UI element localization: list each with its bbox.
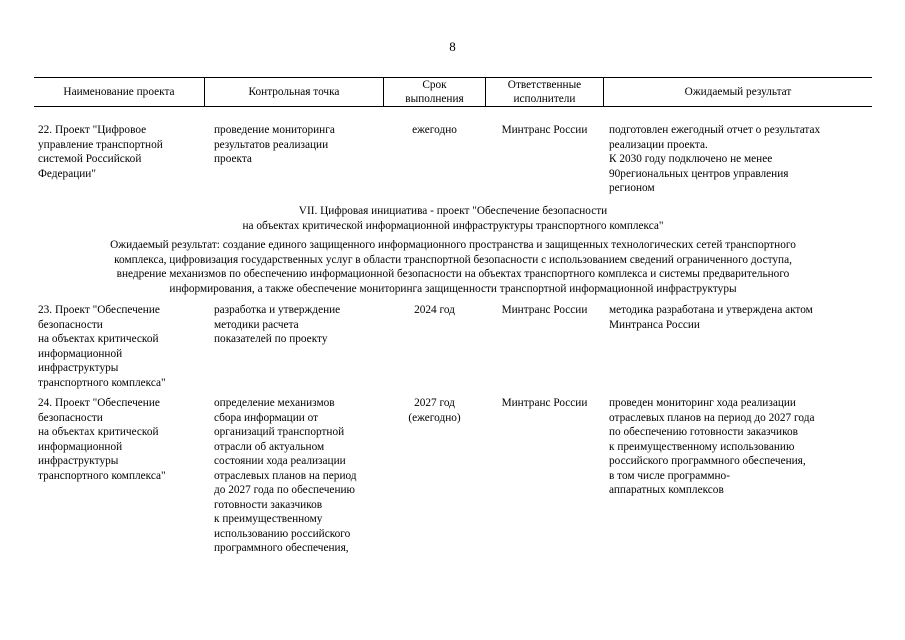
section-title: VII. Цифровая инициатива - проект "Обеспечение безопасности на объектах критической информационной инфраструктуры транспортного комплекса" [242, 205, 664, 232]
row-23-responsible: Минтранс России [501, 304, 588, 316]
row-24-project: 24. Проект "Обеспечение безопасности на объектах критической информационной инфраструктуры транспортного комплекса" [38, 397, 166, 482]
row-22-checkpoint: проведение мониторинга результатов реализации проекта [214, 124, 335, 165]
row-24-deadline: 2027 год (ежегодно) [408, 397, 461, 424]
row-24-checkpoint: определение механизмов сбора информации от организаций транспортной отрасли об актуальном состоянии хода реализации отраслевых планов на период до 2027 года по обеспечению готовности заказчиков к преимущественному использованию российского программного обеспечения, [214, 397, 357, 554]
row-23-deadline: 2024 год [414, 304, 455, 316]
row-23-result: методика разработана и утверждена актом Минтранса России [609, 304, 813, 331]
row-22-project: 22. Проект "Цифровое управление транспортной системой Российской Федерации" [38, 124, 163, 180]
section-expected-result: Ожидаемый результат: создание единого защищенного информационного пространства и защищенных технологических сетей транспортного комплекса, цифровизация государственных услуг в области транспортной безопасности с использованием сведений ограниченного доступа, внедрение механизмов по обеспечению информационной безопасности на объектах транспортного комплекса и системы предварительного информирования, а также обеспечение мониторинга защищенности транспортной информационной инфраструктуры [110, 239, 796, 295]
row-22-responsible: Минтранс России [501, 124, 588, 136]
row-23-project: 23. Проект "Обеспечение безопасности на объектах критической информационной инфраструктуры транспортного комплекса" [38, 304, 166, 389]
row-22-deadline: ежегодно [412, 124, 457, 136]
column-header-responsible: Ответственные исполнители [507, 79, 582, 105]
row-24-responsible: Минтранс России [501, 397, 588, 409]
row-24-result: проведен мониторинг хода реализации отраслевых планов на период до 2027 года по обеспечению готовности заказчиков к преимущественному использованию российского программного обеспечения, в том числе программно- аппаратных комплексов [609, 397, 815, 496]
page-number: 8 [449, 39, 456, 54]
column-header-deadline: Срок выполнения [405, 79, 464, 105]
column-header-project: Наименование проекта [63, 86, 175, 98]
column-header-checkpoint: Контрольная точка [248, 86, 340, 98]
column-header-result: Ожидаемый результат [684, 86, 792, 98]
header-bottom-rule [34, 106, 872, 107]
row-23-checkpoint: разработка и утверждение методики расчета показателей по проекту [214, 304, 341, 345]
row-22-result: подготовлен ежегодный отчет о результатах реализации проекта. К 2030 году подключено не менее 90региональных центров управления регионом [609, 124, 821, 194]
